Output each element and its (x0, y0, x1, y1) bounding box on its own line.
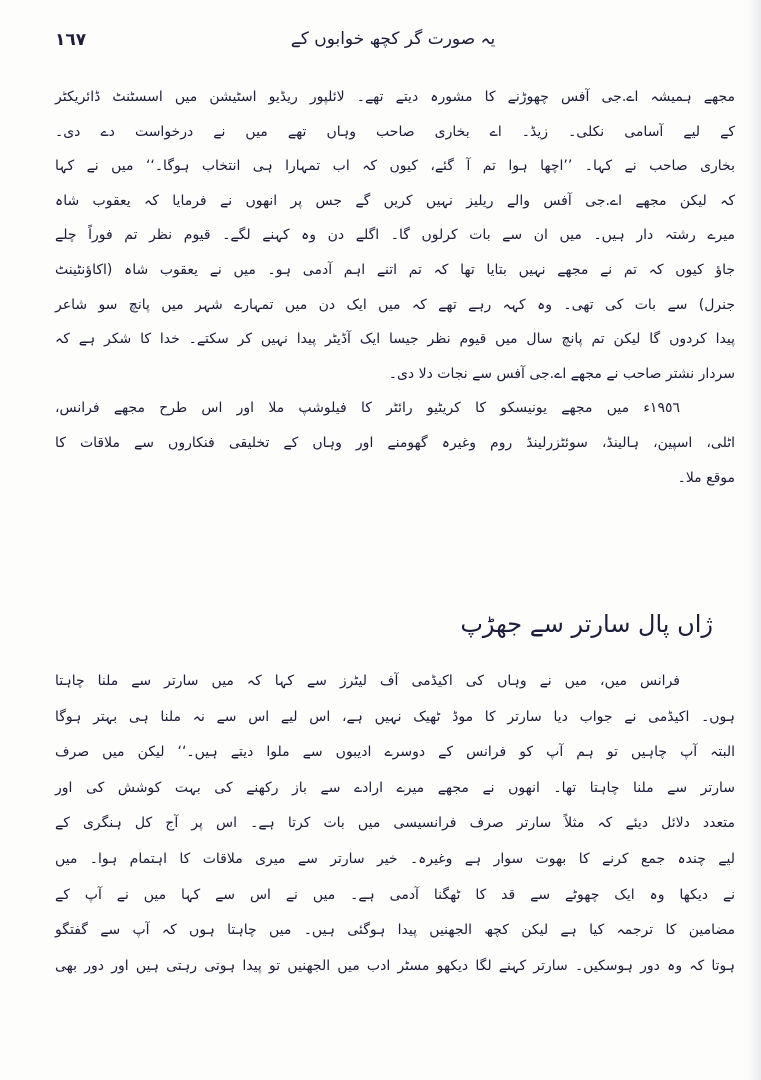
section-heading: ژاں پال سارتر سے جھڑپ (460, 610, 713, 638)
running-title: یہ صورت گر کچھ خوابوں کے (290, 29, 496, 49)
text-line: جاؤ کیوں کہ تم نے مجھے نہیں بتایا تھا کہ تم اتنے اہم آدمی ہو۔ میں نے یعقوب شاہ (اکاؤنٹینٹ (55, 261, 735, 278)
paragraph-2 (55, 664, 735, 984)
text-line: متعدد دلائل دیئے کہ مثلاً سارتر صرف فرانسیسی میں بات کرتا ہے۔ اس پر آج کل ہنگری کے (55, 815, 735, 832)
paragraph-1 (55, 80, 735, 495)
text-line: فرانس میں، میں نے وہاں کی اکیڈمی آف لیٹرز سے کہا کہ میں سارتر سے ملنا چاہتا (55, 673, 680, 689)
text-line: پیدا کردوں گا لیکن تم پانچ سال میں قیوم نظر جیسا ایک آڈیٹر پیدا نہیں کر سکتے۔ خدا کا شکر ہے کہ (55, 331, 735, 348)
text-line: بخاری صاحب نے کہا۔ ’’اچھا ہوا تم آ گئے، کیوں کہ اب تمہارا ہی انتخاب ہوگا۔‘‘ میں نے کہا (55, 158, 735, 175)
text-line: اٹلی، اسپین، ہالینڈ، سوئٹزرلینڈ روم وغیرہ گھومنے اور وہاں کے تخلیقی فنکاروں سے ملاقات کا (55, 434, 735, 451)
page-header (55, 28, 731, 62)
text-line: ہوتا کہ وہ دور ہوسکیں۔ سارتر کہنے لگا دیکھو مسٹر ادب میں الجھنیں تو پیدا ہوتی رہتی ہیں اور دور بھی (55, 957, 735, 974)
text-line: لیے چندہ جمع کرنے کا بھوت سوار ہے وغیرہ۔ خیر سارتر سے میری ملاقات کا اہتمام ہوا۔ میں (55, 850, 735, 867)
text-line: میرے رشتہ دار ہیں۔ میں ان سے بات کرلوں گا۔ اگلے دن وہ کہنے لگے۔ قیوم نظر تم فوراً چلے (55, 227, 735, 244)
text-line: جنرل) سے بات کی تھی۔ وہ کہہ رہے تھے کہ میں ایک دن میں تمہارے شہر میں پانچ سو شاعر (55, 296, 735, 313)
text-line: ہوں۔ اکیڈمی نے جواب دیا سارتر کا موڈ ٹھیک نہیں ہے، اس لیے اس سے نہ ملنا ہی بہتر ہوگا (55, 708, 735, 725)
text-line: کے لیے آسامی نکلی۔ زیڈ۔ اے بخاری صاحب وہاں تھے میں نے درخواست دے دی۔ (55, 123, 735, 140)
text-line: البتہ آپ چاہیں تو ہم آپ کو فرانس کے دوسرے ادیبوں سے ملوا دیتے ہیں۔‘‘ لیکن میں صرف (55, 744, 735, 761)
page-edge (747, 0, 761, 1080)
text-line: مجھے ہمیشہ اے.جی آفس چھوڑنے کا مشورہ دیتے تھے۔ لائلپور ریڈیو اسٹیشن میں اسسٹنٹ ڈائریکٹر (55, 89, 735, 105)
text-line: کہ لیکن مجھے اے.جی آفس والے ریلیز نہیں کریں گے جس پر انھوں نے فرمایا کہ یعقوب شاہ (55, 192, 735, 209)
text-line: سردار نشتر صاحب نے مجھے اے.جی آفس سے نجات دلا دی۔ (388, 365, 735, 382)
text-line: مضامین کا ترجمہ کیا ہے لیکن کچھ الجھنیں پیدا ہوگئی ہیں۔ میں چاہتا ہوں کہ آپ سے گفتگو (55, 922, 735, 939)
text-line: نے دیکھا وہ ایک چھوٹے سے قد کا ٹھگنا آدمی ہے۔ میں نے اس سے کہا میں نے آپ کے (55, 886, 735, 903)
text-line: موقع ملا۔ (677, 469, 735, 486)
text-line: سارتر سے ملنا چاہتا تھا۔ انھوں نے مجھے میرے ارادے سے باز رکھنے کی بہت کوشش کی اور (55, 779, 735, 796)
text-line: ١٩٥٦ء میں مجھے یونیسکو کا کریٹیو رائٹر کا فیلوشپ ملا اور اس طرح مجھے فرانس، (55, 400, 680, 417)
page-number: ١٦٧ (55, 30, 87, 50)
